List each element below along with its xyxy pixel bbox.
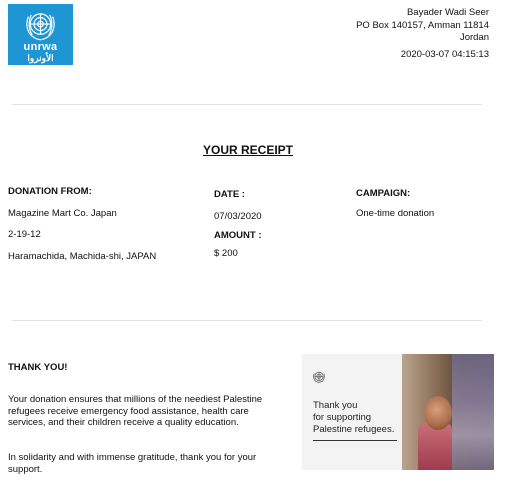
logo-arabic-wordmark: الأونروا (27, 53, 54, 63)
photo-child-face (424, 396, 452, 430)
caption-line: for supporting (313, 412, 372, 423)
gratitude-paragraph: In solidarity and with immense gratitude, thank you for your support. (8, 452, 257, 475)
amount-value: $ 200 (214, 248, 238, 259)
photo-fabric (452, 354, 494, 470)
un-emblem-icon (22, 8, 59, 42)
caption-line: Palestine refugees. (313, 424, 395, 435)
donor-address-line-2: Haramachida, Machida-shi, JAPAN (8, 251, 157, 262)
date-label: DATE : (214, 189, 245, 200)
date-value: 07/03/2020 (214, 211, 262, 222)
thank-you-paragraph: Your donation ensures that millions of the neediest Palestine refugees receive emergency food assistance, health care services, and their children receive a quality education. (8, 394, 263, 428)
divider (12, 320, 482, 321)
amount-label: AMOUNT : (214, 230, 262, 241)
donation-from-label: DONATION FROM: (8, 186, 92, 197)
donor-address-line-1: 2-19-12 (8, 229, 41, 240)
address-line: Jordan (459, 32, 489, 43)
refugee-photo-card (302, 354, 494, 470)
receipt-timestamp: 2020-03-07 04:15:13 (400, 48, 489, 60)
address-line: Bayader Wadi Seer (406, 7, 489, 18)
unrwa-logo (8, 4, 73, 65)
donor-name: Magazine Mart Co. Japan (8, 208, 117, 219)
caption-line: Thank you (313, 400, 358, 411)
divider (12, 104, 482, 105)
logo-wordmark: unrwa (23, 41, 58, 53)
caption-underline (313, 440, 397, 441)
address-line: PO Box 140157, Amman 11814 (356, 19, 489, 31)
un-emblem-small-icon (312, 370, 326, 384)
organization-address (356, 7, 489, 61)
thank-you-heading: THANK YOU! (8, 362, 68, 373)
campaign-value: One-time donation (356, 208, 435, 219)
campaign-label: CAMPAIGN: (356, 188, 411, 199)
photo-caption (313, 400, 394, 436)
receipt-title: YOUR RECEIPT (202, 143, 293, 157)
